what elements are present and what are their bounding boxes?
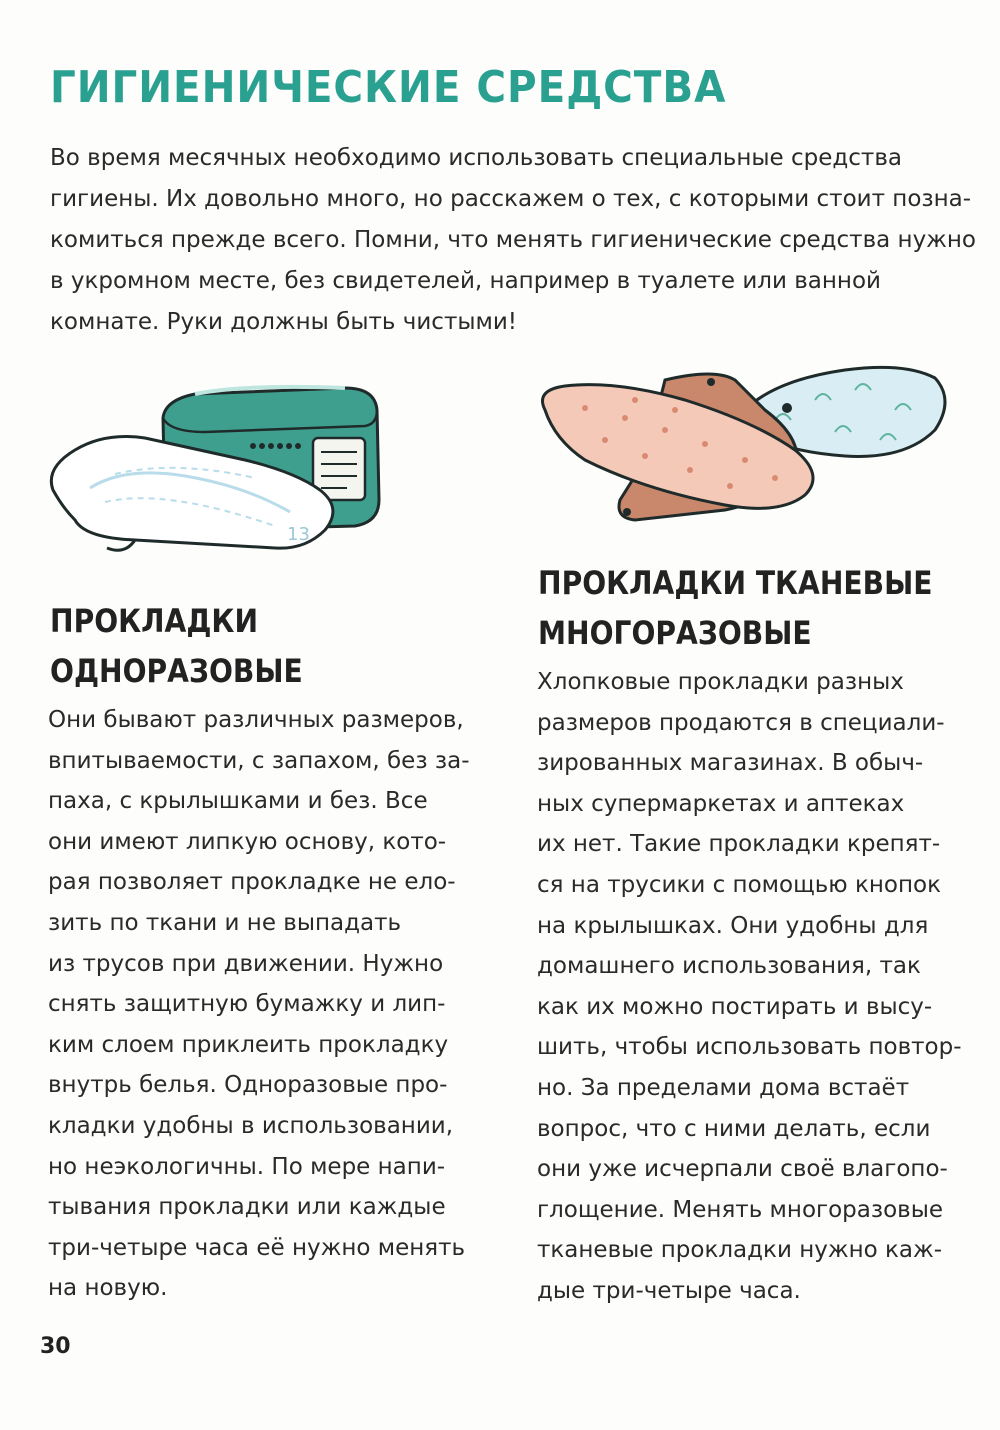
disposable-pads-heading [50, 596, 303, 696]
text-line: но. За пределами дома встаёт [537, 1074, 910, 1101]
intro-line: Во время месячных необходимо использовать специальные средства [50, 145, 902, 171]
reusable-pads-text [537, 662, 967, 1312]
text-line: впитываемости, с запахом, без за- [48, 747, 470, 774]
text-line: внутрь белья. Одноразовые про- [48, 1072, 448, 1099]
text-line: снять защитную бумажку и лип- [48, 991, 446, 1018]
heading-line: ПРОКЛАДКИ ТКАНЕВЫЕ [538, 564, 933, 602]
heading-line: ПРОКЛАДКИ [50, 602, 259, 640]
intro-paragraph [50, 138, 977, 343]
disposable-pads-text [48, 700, 488, 1309]
text-line: зированных магазинах. В обыч- [537, 750, 924, 777]
text-line: их нет. Такие прокладки крепят- [537, 831, 941, 858]
text-line: на новую. [48, 1275, 168, 1302]
page-title: ГИГИЕНИЧЕСКИЕ СРЕДСТВА [50, 62, 727, 113]
text-line: ким слоем приклеить прокладку [48, 1031, 449, 1058]
text-line: домашнего использования, так [537, 953, 921, 980]
text-line: тканевые прокладки нужно каж- [537, 1237, 942, 1264]
text-line: зить по ткани и не выпадать [48, 909, 402, 936]
text-line: кладки удобны в использовании, [48, 1112, 454, 1139]
text-line: дые три-четыре часа. [537, 1277, 801, 1304]
text-line: на крылышках. Они удобны для [537, 912, 929, 939]
text-line: но неэкологичны. По мере напи- [48, 1153, 446, 1180]
text-line: они имеют липкую основу, кото- [48, 828, 447, 855]
text-line: Они бывают различных размеров, [48, 707, 464, 733]
heading-line: ОДНОРАЗОВЫЕ [50, 652, 303, 690]
text-line: ных супермаркетах и аптеках [537, 790, 905, 817]
text-line: они уже исчерпали своё влагопо- [537, 1156, 948, 1183]
intro-line: в укромном месте, без свидетелей, например в туалете или ванной [50, 268, 881, 294]
intro-line: гигиены. Их довольно много, но расскажем о тех, с которыми стоит позна- [50, 186, 972, 212]
pad-label: 13 [287, 524, 310, 545]
text-line: вопрос, что с ними делать, если [537, 1115, 931, 1142]
text-line: тывания прокладки или каждые [48, 1194, 446, 1221]
text-line: шить, чтобы использовать повтор- [537, 1034, 962, 1061]
reusable-pads-heading [538, 558, 933, 658]
intro-line: комиться прежде всего. Помни, что менять гигиенические средства нужно [50, 227, 977, 253]
text-line: паха, с крылышками и без. Все [48, 788, 428, 815]
text-line: глощение. Менять многоразовые [537, 1196, 944, 1223]
reusable-pads-illustration [525, 360, 950, 530]
page-number: 30 [40, 1334, 71, 1359]
text-line: Хлопковые прокладки разных [537, 669, 904, 695]
intro-line: комнате. Руки должны быть чистыми! [50, 309, 518, 335]
text-line: ся на трусики с помощью кнопок [537, 871, 941, 898]
text-line: рая позволяет прокладке не ело- [48, 869, 456, 896]
disposable-pads-illustration [45, 380, 395, 575]
text-line: как их можно постирать и высу- [537, 993, 933, 1020]
heading-line: МНОГОРАЗОВЫЕ [538, 614, 812, 652]
text-line: из трусов при движении. Нужно [48, 950, 444, 977]
text-line: три-четыре часа её нужно менять [48, 1234, 466, 1261]
text-line: размеров продаются в специали- [537, 709, 945, 736]
